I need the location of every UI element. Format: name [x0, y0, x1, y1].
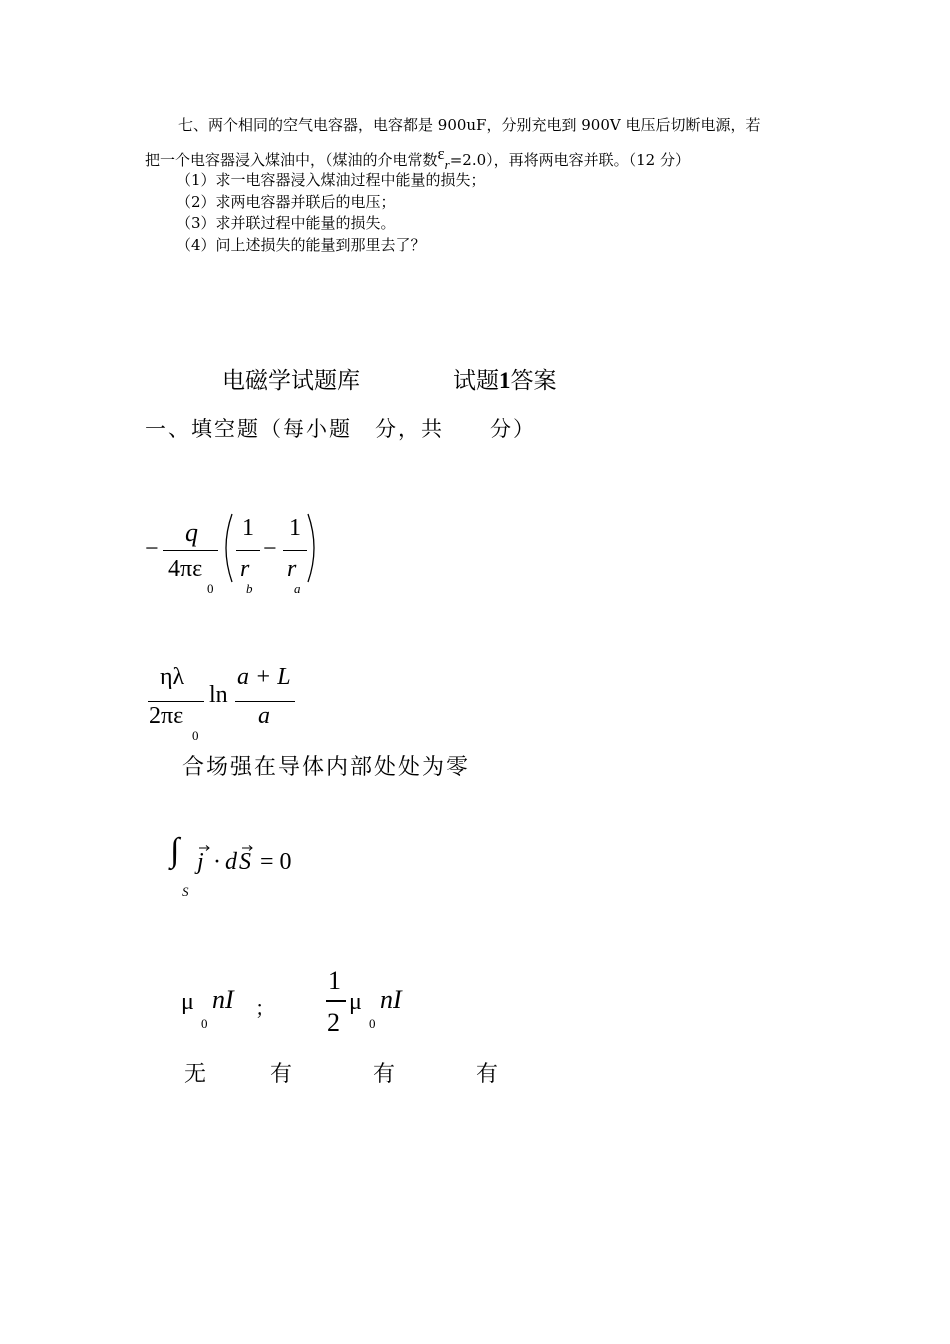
a4-equals-zero: = 0 — [260, 849, 292, 875]
a2-ln: ln — [209, 682, 228, 708]
a1-numerator: q — [185, 518, 198, 547]
a1-denominator: 4πε — [168, 556, 203, 582]
a4-integral-subscript: S — [182, 884, 189, 899]
a2-denominator: 2πε — [149, 703, 184, 729]
a4-d: d — [225, 849, 237, 875]
a6-item-4: 有 — [476, 1062, 501, 1087]
a5-separator: ； — [255, 996, 275, 1020]
a2-numerator: ηλ — [160, 664, 185, 690]
answer-header-left: 电磁学试题库 — [222, 368, 360, 394]
a2-frac-numerator: a + L — [237, 664, 291, 690]
a2-den-subscript: 0 — [192, 728, 199, 743]
a1-one-b: 1 — [289, 515, 301, 541]
a5-half-bar — [326, 1000, 346, 1002]
section-1-title: 一、填空题（每小题 分，共 分） — [145, 417, 536, 441]
a1-fraction-bar — [163, 550, 218, 551]
a2-frac-bar — [235, 701, 295, 702]
a4-j: j — [197, 849, 204, 875]
problem-7-line2-a: 把一个电容器浸入煤油中，（煤油的介电常数 — [145, 151, 438, 169]
a1-r-b-subscript: a — [294, 581, 301, 596]
a1-r-b: r — [287, 556, 297, 582]
a4-S: S — [239, 849, 251, 875]
problem-7-line2 — [145, 144, 690, 172]
a5-half-numerator: 1 — [328, 966, 341, 995]
problem-7-item-3: （3）求并联过程中能量的损失。 — [176, 214, 396, 232]
problem-7-item-2: （2）求两电容器并联后的电压； — [176, 193, 396, 211]
answer-header-prefix: 试题 — [453, 368, 499, 394]
a5-nI: nI — [212, 985, 234, 1014]
problem-7-line1: 七、两个相同的空气电容器，电容都是 900uF，分别充电到 900V 电压后切断电源，若 — [178, 116, 761, 134]
a2-fraction-bar — [148, 701, 204, 702]
a1-left-paren — [220, 512, 234, 584]
a1-bar-b — [283, 550, 307, 551]
a4-dot: · — [213, 849, 221, 875]
a1-den-subscript: 0 — [207, 581, 214, 596]
problem-7-item-1: （1）求一电容器浸入煤油过程中能量的损失； — [176, 171, 486, 189]
answer-3-text: 合场强在导体内部处处为零 — [182, 755, 471, 780]
problem-7-line2-b: =2.0），再将两电容并联。（12 分） — [449, 151, 690, 169]
a1-minus-2: − — [263, 536, 277, 562]
epsilon-symbol: ε — [437, 144, 445, 163]
a6-item-1: 无 — [184, 1062, 209, 1087]
answer-header-suffix: 答案 — [510, 368, 557, 394]
a1-minus: − — [145, 536, 159, 562]
a1-bar-a — [236, 550, 260, 551]
a5-mu-2-subscript: 0 — [369, 1016, 376, 1031]
a1-r-a-subscript: b — [246, 581, 253, 596]
a1-right-paren — [306, 512, 320, 584]
a6-item-3: 有 — [373, 1062, 398, 1087]
a4-S-vector-arrow — [242, 845, 254, 851]
a5-mu-2: μ — [349, 989, 362, 1015]
a6-item-2: 有 — [270, 1062, 295, 1087]
answer-header-right — [453, 362, 557, 395]
a2-frac-denominator: a — [258, 703, 270, 729]
a1-r-a: r — [240, 556, 250, 582]
a4-integral-sign: ∫ — [170, 832, 180, 869]
a4-j-vector-arrow — [199, 845, 211, 851]
a5-mu: μ — [181, 989, 194, 1015]
problem-7-item-4: （4）问上述损失的能量到那里去了？ — [176, 236, 426, 254]
epsilon-subscript: r — [444, 157, 450, 172]
a5-half-denominator: 2 — [327, 1008, 340, 1037]
answer-header-number: 1 — [499, 368, 511, 393]
a5-mu-subscript: 0 — [201, 1016, 208, 1031]
a5-nI-2: nI — [380, 985, 402, 1014]
a1-one-a: 1 — [242, 515, 254, 541]
